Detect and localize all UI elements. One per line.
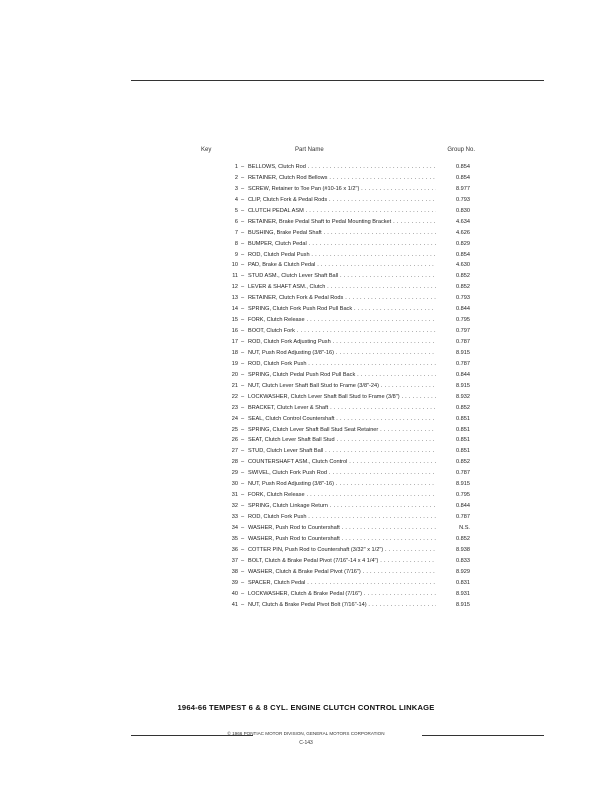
header-group-no: Group No. xyxy=(447,147,475,153)
key-dash: – xyxy=(241,470,245,477)
part-key: 29 xyxy=(231,470,238,477)
table-row xyxy=(195,370,473,381)
part-key: 4 xyxy=(234,196,238,203)
key-dash: – xyxy=(241,590,245,597)
key-dash: – xyxy=(241,284,245,291)
table-row xyxy=(195,501,473,512)
key-dash: – xyxy=(241,174,245,181)
part-name: RETAINER, Clutch Rod Bellows . . . xyxy=(248,173,436,184)
table-row xyxy=(195,578,473,589)
part-name: SPRING, Clutch Fork Push Rod Pull Back . . . xyxy=(248,304,436,315)
part-key: 34 xyxy=(231,524,238,531)
group-number: 8.977 xyxy=(440,184,470,195)
part-key: 1 xyxy=(234,164,238,170)
part-name: WASHER, Push Rod to Countershaft . . . xyxy=(248,534,436,545)
part-name: BOOT, Clutch Fork . . . xyxy=(248,326,436,337)
table-row xyxy=(195,260,473,271)
group-number: 0.852 xyxy=(440,403,470,414)
part-name: ROD, Clutch Fork Push . . . xyxy=(248,512,436,523)
group-number: 0.833 xyxy=(440,556,470,567)
part-key: 5 xyxy=(234,207,238,214)
part-key: 17 xyxy=(231,339,238,345)
part-name: LOCKWASHER, Clutch Lever Shaft Ball Stud to Frame (3/8") . . . xyxy=(248,392,436,403)
group-number: 4.626 xyxy=(440,228,470,239)
copyright-notice: © 1966 PONTIAC MOTOR DIVISION, GENERAL MOTORS CORPORATION xyxy=(227,731,385,736)
part-name: SWIVEL, Clutch Fork Push Rod . . . xyxy=(248,468,436,479)
part-key: 30 xyxy=(231,481,238,488)
part-key: 15 xyxy=(231,317,238,324)
group-number: 0.844 xyxy=(440,501,470,512)
key-dash: – xyxy=(241,481,245,488)
group-number: 4.634 xyxy=(440,217,470,228)
part-name: STUD, Clutch Lever Shaft Ball . . . xyxy=(248,446,436,457)
part-name: WASHER, Clutch & Brake Pedal Pivot (7/16") . . . xyxy=(248,567,436,578)
key-dash: – xyxy=(241,415,245,422)
part-key: 21 xyxy=(231,382,238,389)
table-row xyxy=(195,425,473,436)
group-number: 0.797 xyxy=(440,326,470,337)
key-dash: – xyxy=(241,557,245,564)
table-row xyxy=(195,228,473,239)
table-row xyxy=(195,337,473,348)
table-row xyxy=(195,435,473,446)
part-name: LOCKWASHER, Clutch & Brake Pedal (7/16") . . . xyxy=(248,589,436,600)
part-name: BELLOWS, Clutch Rod . . . xyxy=(248,162,436,173)
header-part-name: Part Name xyxy=(295,147,324,153)
table-row xyxy=(195,490,473,501)
table-row xyxy=(195,534,473,545)
group-number: 4.630 xyxy=(440,260,470,271)
group-number: 0.830 xyxy=(440,206,470,217)
group-number: 0.793 xyxy=(440,293,470,304)
key-dash: – xyxy=(241,339,245,345)
key-dash: – xyxy=(241,459,245,466)
key-dash: – xyxy=(241,546,245,553)
part-name: ROD, Clutch Fork Adjusting Push . . . xyxy=(248,337,436,348)
part-key: 14 xyxy=(231,306,238,313)
table-row xyxy=(195,567,473,578)
key-dash: – xyxy=(241,514,245,520)
key-dash: – xyxy=(241,404,245,411)
table-header xyxy=(201,147,475,159)
page-number: C-143 xyxy=(299,740,313,746)
key-dash: – xyxy=(241,535,245,542)
table-row xyxy=(195,446,473,457)
group-number: 8.929 xyxy=(440,567,470,578)
table-row xyxy=(195,457,473,468)
table-row xyxy=(195,326,473,337)
table-row xyxy=(195,271,473,282)
part-key: 25 xyxy=(231,426,238,433)
group-number: 0.851 xyxy=(440,414,470,425)
header-key: Key xyxy=(201,147,212,153)
key-dash: – xyxy=(241,251,245,258)
part-key: 28 xyxy=(231,459,238,466)
group-number: 0.851 xyxy=(440,446,470,457)
group-number: 0.793 xyxy=(440,195,470,206)
part-name: PAD, Brake & Clutch Pedal . . . xyxy=(248,260,436,271)
group-number: 0.787 xyxy=(440,359,470,370)
group-number: 0.787 xyxy=(440,512,470,523)
part-name: SPRING, Clutch Pedal Push Rod Pull Back . . . xyxy=(248,370,436,381)
group-number: 8.915 xyxy=(440,348,470,359)
top-rule xyxy=(131,80,544,81)
part-key: 6 xyxy=(234,218,238,225)
table-row xyxy=(195,512,473,523)
key-dash: – xyxy=(241,579,245,586)
group-number: 0.851 xyxy=(440,435,470,446)
group-number: 0.854 xyxy=(440,173,470,184)
table-row xyxy=(195,479,473,490)
part-key: 13 xyxy=(231,295,238,302)
part-name: CLUTCH PEDAL ASM . . . xyxy=(248,206,436,217)
group-number: 0.795 xyxy=(440,490,470,501)
key-dash: – xyxy=(241,262,245,269)
table-row xyxy=(195,589,473,600)
part-name: ROD, Clutch Fork Push . . . xyxy=(248,359,436,370)
table-row xyxy=(195,195,473,206)
part-name: WASHER, Push Rod to Countershaft . . . xyxy=(248,523,436,534)
part-name: FORK, Clutch Release . . . xyxy=(248,490,436,501)
parts-list xyxy=(195,162,473,610)
part-key: 12 xyxy=(231,284,238,291)
key-dash: – xyxy=(241,295,245,302)
key-dash: – xyxy=(241,448,245,455)
part-key: 26 xyxy=(231,437,238,444)
table-row xyxy=(195,545,473,556)
table-row xyxy=(195,293,473,304)
group-number: 8.915 xyxy=(440,381,470,392)
key-dash: – xyxy=(241,349,245,356)
part-name: SEAT, Clutch Lever Shaft Ball Stud . . . xyxy=(248,435,436,446)
key-dash: – xyxy=(241,317,245,324)
table-row xyxy=(195,381,473,392)
part-key: 38 xyxy=(231,568,238,575)
group-number: 0.852 xyxy=(440,282,470,293)
group-number: 0.787 xyxy=(440,337,470,348)
key-dash: – xyxy=(241,164,245,170)
part-name: LEVER & SHAFT ASM., Clutch . . . xyxy=(248,282,436,293)
part-key: 39 xyxy=(231,579,238,586)
key-dash: – xyxy=(241,360,245,367)
group-number: 0.852 xyxy=(440,534,470,545)
key-dash: – xyxy=(241,568,245,575)
key-dash: – xyxy=(241,273,245,280)
table-row xyxy=(195,217,473,228)
group-number: 8.931 xyxy=(440,589,470,600)
table-row xyxy=(195,162,473,173)
part-key: 19 xyxy=(231,360,238,367)
part-key: 36 xyxy=(231,546,238,553)
group-number: 8.915 xyxy=(440,600,470,611)
key-dash: – xyxy=(241,185,245,192)
key-dash: – xyxy=(241,492,245,499)
part-name: RETAINER, Brake Pedal Shaft to Pedal Mounting Bracket . . . xyxy=(248,217,436,228)
part-name: CLIP, Clutch Fork & Pedal Rods . . . xyxy=(248,195,436,206)
table-row xyxy=(195,315,473,326)
part-key: 16 xyxy=(231,328,238,335)
group-number: 0.829 xyxy=(440,239,470,250)
part-name: SPRING, Clutch Lever Shaft Ball Stud Seat Retainer . . . xyxy=(248,425,436,436)
table-row xyxy=(195,206,473,217)
part-key: 11 xyxy=(232,273,238,280)
group-number: 0.844 xyxy=(440,370,470,381)
part-name: BRACKET, Clutch Lever & Shaft . . . xyxy=(248,403,436,414)
key-dash: – xyxy=(241,328,245,335)
group-number: 0.831 xyxy=(440,578,470,589)
table-row xyxy=(195,348,473,359)
part-key: 7 xyxy=(234,229,238,236)
table-row xyxy=(195,468,473,479)
part-name: NUT, Push Rod Adjusting (3/8"-16) . . . xyxy=(248,348,436,359)
group-number: 0.851 xyxy=(440,425,470,436)
table-row xyxy=(195,523,473,534)
table-row xyxy=(195,600,473,611)
part-name: BUSHING, Brake Pedal Shaft . . . xyxy=(248,228,436,239)
part-key: 22 xyxy=(231,393,238,400)
part-key: 27 xyxy=(231,448,238,455)
table-row xyxy=(195,414,473,425)
group-number: N.S. xyxy=(440,523,470,534)
table-row xyxy=(195,392,473,403)
part-key: 23 xyxy=(231,404,238,411)
part-key: 2 xyxy=(234,174,238,181)
part-key: 10 xyxy=(231,262,238,269)
key-dash: – xyxy=(241,306,245,313)
part-key: 41 xyxy=(231,601,238,608)
key-dash: – xyxy=(241,382,245,389)
table-row xyxy=(195,250,473,261)
part-key: 32 xyxy=(231,503,238,510)
part-key: 8 xyxy=(234,240,238,247)
part-key: 33 xyxy=(231,514,238,520)
group-number: 8.915 xyxy=(440,479,470,490)
part-name: NUT, Push Rod Adjusting (3/8"-16) . . . xyxy=(248,479,436,490)
figure-title: 1964-66 TEMPEST 6 & 8 CYL. ENGINE CLUTCH CONTROL LINKAGE xyxy=(177,703,435,712)
key-dash: – xyxy=(241,503,245,510)
part-name: COUNTERSHAFT ASM., Clutch Control . . . xyxy=(248,457,436,468)
part-name: RETAINER, Clutch Fork & Pedal Rods . . . xyxy=(248,293,436,304)
group-number: 8.938 xyxy=(440,545,470,556)
part-key: 24 xyxy=(231,415,238,422)
part-name: SPACER, Clutch Pedal . . . xyxy=(248,578,436,589)
table-row xyxy=(195,359,473,370)
group-number: 0.852 xyxy=(440,271,470,282)
group-number: 8.932 xyxy=(440,392,470,403)
group-number: 0.795 xyxy=(440,315,470,326)
key-dash: – xyxy=(241,240,245,247)
part-key: 40 xyxy=(231,590,238,597)
key-dash: – xyxy=(241,196,245,203)
part-name: SPRING, Clutch Linkage Return . . . xyxy=(248,501,436,512)
part-name: NUT, Clutch Lever Shaft Ball Stud to Frame (3/8"-24) . . . xyxy=(248,381,436,392)
table-row xyxy=(195,556,473,567)
table-row xyxy=(195,304,473,315)
group-number: 0.854 xyxy=(440,162,470,173)
group-number: 0.854 xyxy=(440,250,470,261)
key-dash: – xyxy=(241,229,245,236)
part-name: ROD, Clutch Pedal Push . . . xyxy=(248,250,436,261)
part-name: BOLT, Clutch & Brake Pedal Pivot (7/16"-14 x 4 1/4") . . . xyxy=(248,556,436,567)
group-number: 0.852 xyxy=(440,457,470,468)
part-name: STUD ASM., Clutch Lever Shaft Ball . . . xyxy=(248,271,436,282)
part-name: SEAL, Clutch Control Countershaft . . . xyxy=(248,414,436,425)
key-dash: – xyxy=(241,437,245,444)
table-row xyxy=(195,239,473,250)
table-row xyxy=(195,184,473,195)
part-key: 3 xyxy=(234,185,238,192)
part-key: 37 xyxy=(231,557,238,564)
key-dash: – xyxy=(241,207,245,214)
table-row xyxy=(195,403,473,414)
key-dash: – xyxy=(241,371,245,378)
table-row xyxy=(195,173,473,184)
key-dash: – xyxy=(241,601,245,608)
part-key: 31 xyxy=(231,492,238,499)
part-name: BUMPER, Clutch Pedal . . . xyxy=(248,239,436,250)
group-number: 0.787 xyxy=(440,468,470,479)
key-dash: – xyxy=(241,524,245,531)
key-dash: – xyxy=(241,218,245,225)
part-name: SCREW, Retainer to Toe Pan (#10-16 x 1/2") . . . xyxy=(248,184,436,195)
part-name: FORK, Clutch Release . . . xyxy=(248,315,436,326)
part-key: 35 xyxy=(231,535,238,542)
key-dash: – xyxy=(241,393,245,400)
part-key: 20 xyxy=(231,371,238,378)
part-key: 9 xyxy=(234,251,238,258)
key-dash: – xyxy=(241,426,245,433)
part-key: 18 xyxy=(231,349,238,356)
part-name: NUT, Clutch & Brake Pedal Pivot Bolt (7/16"-14) . . . xyxy=(248,600,436,611)
table-row xyxy=(195,282,473,293)
part-name: COTTER PIN, Push Rod to Countershaft (3/32" x 1/2") . . . xyxy=(248,545,436,556)
group-number: 0.844 xyxy=(440,304,470,315)
